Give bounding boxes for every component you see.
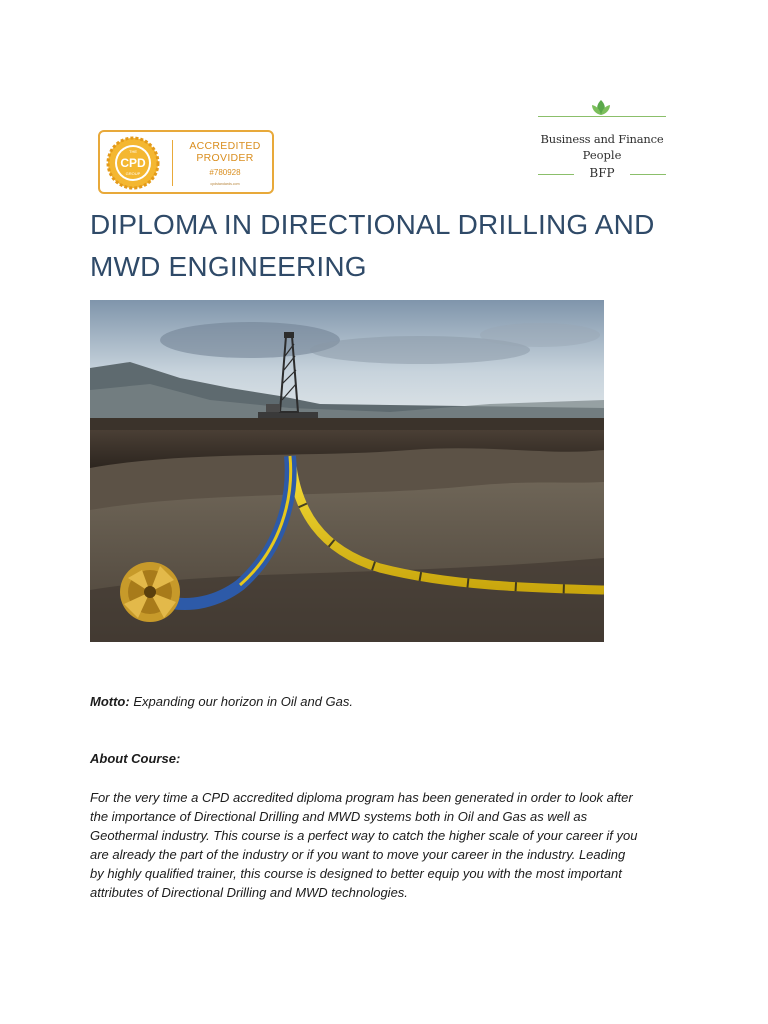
motto-text: Expanding our horizon in Oil and Gas. [133,694,354,709]
title-line2: MWD ENGINEERING [90,251,367,282]
bfp-logo [534,96,670,188]
cpd-seal-top: THE [129,149,137,154]
cpd-provider-number: #780928 [209,168,241,177]
bfp-abbreviation: BFP [589,166,615,180]
cpd-provider-text: PROVIDER [196,152,254,164]
bfp-top-rule [538,116,666,117]
about-line: by highly qualified trainer, this course is designed to better equip you with the most important [90,866,622,881]
bfp-right-rule [630,174,666,175]
cpd-divider [172,140,173,186]
drilling-illustration [90,300,604,642]
about-line: attributes of Directional Drilling and MWD technologies. [90,885,408,900]
bfp-left-rule [538,174,574,175]
about-line: Geothermal industry. This course is a perfect way to catch the higher scale of your career if you [90,828,638,843]
cpd-url: cpdstandards.com [210,182,240,186]
cpd-seal-bottom: GROUP [125,171,141,176]
cpd-accredited-text: ACCREDITED [189,140,261,152]
drill-bit-icon [120,562,180,622]
motto-label: Motto: [90,694,130,709]
cpd-seal-icon [106,136,160,190]
leaf-icon [590,98,612,116]
cpd-accredited-badge [98,130,274,194]
about-course-body [90,788,680,902]
about-course-heading: About Course: [90,751,181,766]
page-title [90,204,690,288]
about-line: are already the part of the industry or if you want to move your career in the industry. Leading [90,847,626,862]
cpd-seal-main: CPD [120,156,146,170]
motto [90,694,690,709]
bfp-name-line2: People [582,148,622,162]
about-line: the importance of Directional Drilling and MWD systems both in Oil and Gas as well as [90,809,588,824]
title-line1: DIPLOMA IN DIRECTIONAL DRILLING AND [90,209,655,240]
about-line: For the very time a CPD accredited diploma program has been generated in order to look after [90,790,633,805]
bfp-name-line1: Business and Finance [540,132,664,146]
